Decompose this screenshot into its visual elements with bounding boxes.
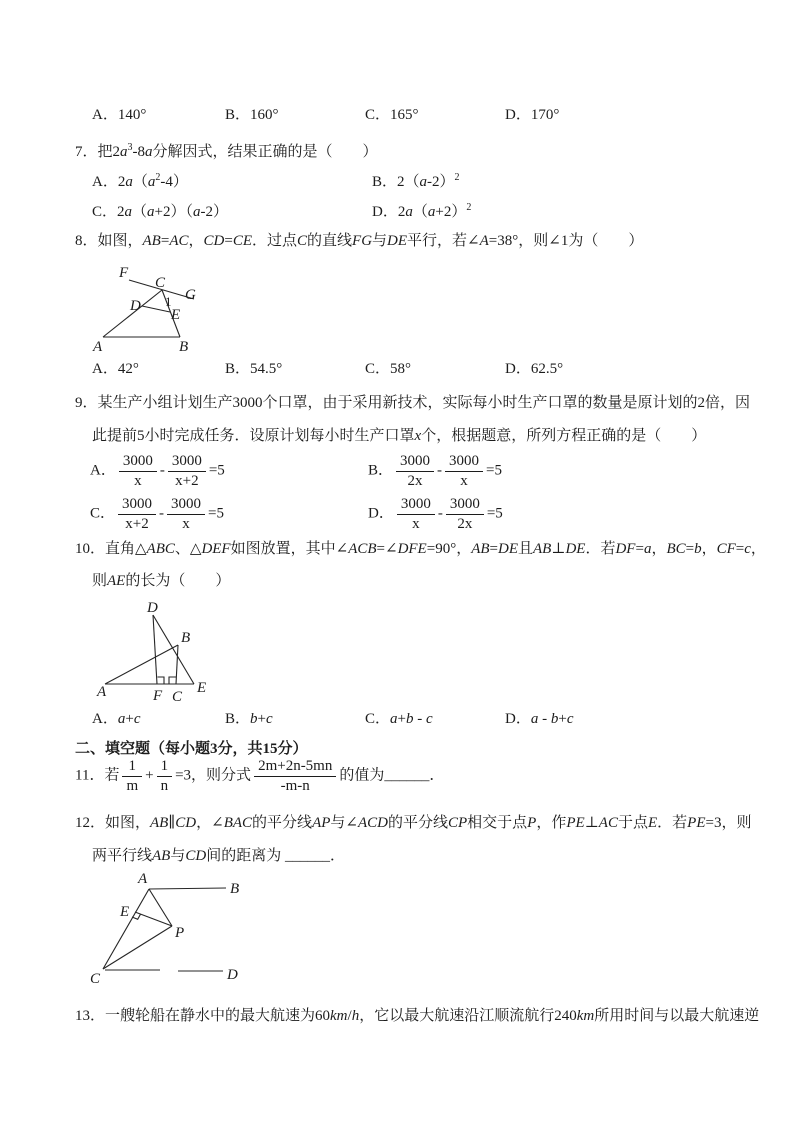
q8-stem: 8．如图，AB=AC，CD=CE．过点C的直线FG与DE平行，若∠A=38°，则∠1为（ ） <box>75 233 644 249</box>
figure-label-D: D <box>147 600 158 616</box>
q10-option-d: D．a - b+c <box>505 711 574 727</box>
q12-figure-lines <box>103 888 226 971</box>
q6-option-d: D．170° <box>505 107 560 123</box>
figure-label-F: F <box>119 265 129 281</box>
q9-option-a: A． $\frac{3000}{x}$ - $\frac{3000}{x+2}$ =5 <box>90 453 225 489</box>
q9-option-c: C． $\frac{3000}{x+2}$ - $\frac{3000}{x}$ =5 <box>90 496 224 532</box>
section-2-heading: 二、填空题（每小题3分，共15分） <box>75 741 308 757</box>
q9-option-d: D． $\frac{3000}{x}$ - $\frac{3000}{2x}$ =5 <box>368 496 503 532</box>
q10-stem-line-1: 10．直角△ABC、△DEF如图放置，其中∠ACB=∠DFE=90°，AB=DE且AB⊥DE．若DF=a，BC=b，CF=c， <box>75 541 766 557</box>
figure-label-E: E <box>120 904 130 920</box>
figure-label-B: B <box>230 881 240 897</box>
q7-option-d: D．$2a(a+2)^2$ <box>372 202 472 220</box>
q6-option-b: B．160° <box>225 107 279 123</box>
q9-stem-line-1: 9．某生产小组计划生产3000个口罩，由于采用新技术，实际每小时生产口罩的数量是原计划的2倍，因 <box>75 395 751 411</box>
q13-stem: 13．一艘轮船在静水中的最大航速为60km/h，它以最大航速沿江顺流航行240km所用时间与以最大航速逆 <box>75 1008 760 1024</box>
figure-label-angle1: 1 <box>165 294 172 309</box>
figure-label-P: P <box>175 925 185 941</box>
figure-label-C: C <box>90 971 101 987</box>
q12-stem-line-2: 两平行线AB与CD间的距离为 ______． <box>92 848 345 864</box>
q10-figure-lines <box>105 615 194 684</box>
q8-option-a: A．42° <box>92 361 139 377</box>
figure-label-C: C <box>155 275 166 291</box>
q6-option-a: A．140° <box>92 107 147 123</box>
figure-label-E: E <box>171 307 181 323</box>
figure-label-A: A <box>138 871 148 887</box>
q8-option-b: B．54.5° <box>225 361 283 377</box>
q7-option-a: A．$2a(a^2-4)$ <box>92 172 188 190</box>
figure-label-A: A <box>93 339 103 355</box>
figure-label-D: D <box>130 298 141 314</box>
q10-figure <box>95 600 315 705</box>
q12-figure <box>88 867 258 989</box>
q7-option-b: B．$2(a-2)^2$ <box>372 172 460 190</box>
figure-label-D: D <box>227 967 238 983</box>
q8-figure-lines <box>103 280 194 337</box>
q7-option-c: C．2a（a+2）（a-2） <box>92 204 228 220</box>
q10-option-b: B．b+c <box>225 711 273 727</box>
q7-stem: 7．把$2a^3-8a$分解因式，结果正确的是（ ） <box>75 142 378 160</box>
figure-label-G: G <box>185 287 196 303</box>
q9-options-row-2 <box>0 495 793 539</box>
q8-figure <box>85 258 315 358</box>
figure-label-B: B <box>181 630 191 646</box>
q10-option-a: A．a+c <box>92 711 141 727</box>
q9-options-row-1 <box>0 452 793 496</box>
figure-label-E: E <box>197 680 207 696</box>
q10-option-c: C．a+b - c <box>365 711 433 727</box>
q7-options-row-1 <box>0 170 793 200</box>
q9-stem-line-2: 此提前5小时完成任务．设原计划每小时生产口罩x个，根据题意，所列方程正确的是（ ） <box>92 428 707 444</box>
q9-option-b: B． $\frac{3000}{2x}$ - $\frac{3000}{x}$ =5 <box>368 453 502 489</box>
q10-options-row <box>0 707 793 737</box>
q6-options-row <box>0 103 793 133</box>
q8-option-d: D．62.5° <box>505 361 564 377</box>
q6-option-c: C．165° <box>365 107 419 123</box>
figure-label-C: C <box>172 689 183 705</box>
q8-options-row <box>0 357 793 387</box>
q11-stem: 11．若 $\frac{1}{m}$ + $\frac{1}{n}$ =3，则分式 $\frac{2m+2n-5mn}{-m-n}$ 的值为______． <box>75 758 445 794</box>
q12-stem-line-1: 12．如图，AB∥CD，∠BAC的平分线AP与∠ACD的平分线CP相交于点P，作PE⊥AC于点E．若PE=3，则 <box>75 815 752 831</box>
q8-option-c: C．58° <box>365 361 412 377</box>
q10-stem-line-2: 则AE的长为（ ） <box>92 573 231 589</box>
figure-label-A: A <box>97 684 107 700</box>
figure-label-F: F <box>153 688 163 704</box>
q7-options-row-2 <box>0 200 793 230</box>
figure-label-B: B <box>179 339 189 355</box>
